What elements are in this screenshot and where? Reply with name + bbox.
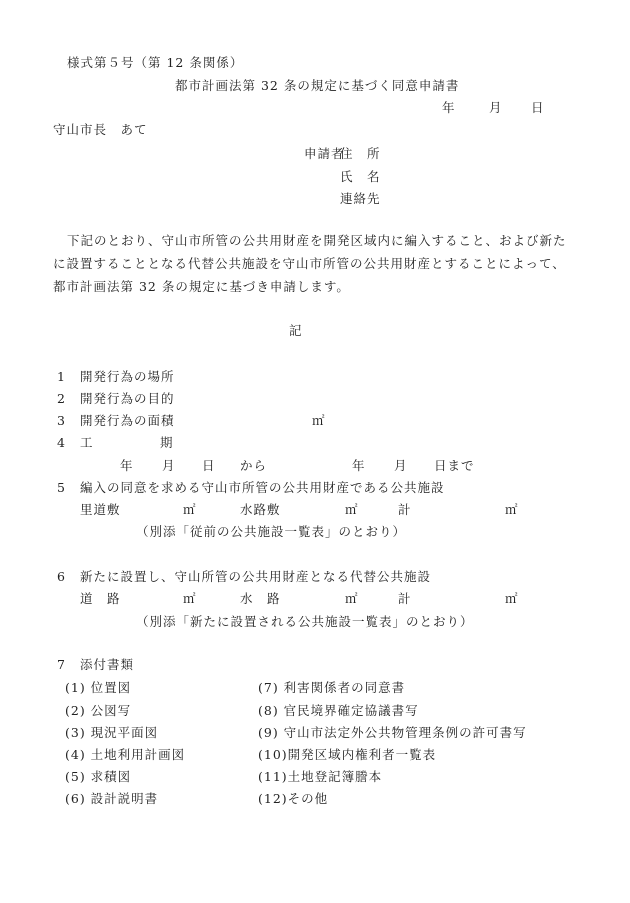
- period-until: 日まで: [434, 458, 475, 473]
- item-2-number: 2: [57, 391, 66, 406]
- item-5-total-label: 計: [398, 502, 412, 517]
- body-line-3: 都市計画法第 32 条の規定に基づき申請します。: [53, 279, 350, 294]
- item-5-road-unit: ㎡: [183, 502, 197, 517]
- item-4-label-a: 工: [80, 435, 94, 450]
- attachment-item: (10)開発区域内権利者一覧表: [258, 747, 437, 762]
- addressee: 守山市長 あて: [53, 122, 148, 137]
- attachment-item: (1) 位置図: [65, 680, 132, 695]
- item-6-total-label: 計: [398, 591, 412, 606]
- attachment-item: (5) 求積図: [65, 769, 132, 784]
- attachment-item: (8) 官民境界確定協議書写: [258, 703, 419, 718]
- period-start-month: 月: [162, 458, 176, 473]
- form-number: 様式第５号（第 12 条関係）: [67, 55, 244, 70]
- item-5-note: （別添「従前の公共施設一覧表」のとおり）: [136, 524, 407, 539]
- applicant-contact-label: 連絡先: [340, 191, 381, 206]
- period-from: から: [240, 458, 268, 473]
- period-start-day: 日: [202, 458, 216, 473]
- attachment-item: (12)その他: [258, 791, 329, 806]
- attachment-item: (11)土地登記簿謄本: [258, 769, 383, 784]
- date-month: 月: [489, 100, 503, 115]
- item-6-note: （別添「新たに設置される公共施設一覧表」のとおり）: [136, 614, 474, 629]
- item-6-water-unit: ㎡: [345, 591, 359, 606]
- item-1-label: 開発行為の場所: [80, 369, 175, 384]
- item-7-number: 7: [57, 657, 66, 672]
- item-5-total-unit: ㎡: [505, 502, 519, 517]
- date-year: 年: [442, 100, 456, 115]
- period-start-year: 年: [120, 458, 134, 473]
- item-6-road-label: 道 路: [80, 591, 121, 606]
- item-4-number: 4: [57, 435, 66, 450]
- attachment-item: (7) 利害関係者の同意書: [258, 680, 406, 695]
- applicant-address-label: 住 所: [340, 146, 381, 161]
- item-6-number: 6: [57, 569, 66, 584]
- body-line-1: 下記のとおり、守山市所管の公共用財産を開発区域内に編入すること、および新た: [67, 233, 567, 248]
- item-5-label: 編入の同意を求める守山市所管の公共用財産である公共施設: [80, 480, 445, 495]
- document-title: 都市計画法第 32 条の規定に基づく同意申請書: [175, 78, 460, 93]
- item-6-road-unit: ㎡: [183, 591, 197, 606]
- attachment-item: (3) 現況平面図: [65, 725, 159, 740]
- item-5-road-label: 里道敷: [80, 502, 121, 517]
- attachment-item: (6) 設計説明書: [65, 791, 159, 806]
- item-5-water-label: 水路敷: [240, 502, 281, 517]
- period-end-year: 年: [352, 458, 366, 473]
- body-line-2: に設置することとなる代替公共施設を守山市所管の公共用財産とすることによって、: [53, 256, 566, 271]
- item-2-label: 開発行為の目的: [80, 391, 175, 406]
- ki-heading: 記: [289, 323, 303, 338]
- applicant-label: 申請者: [304, 146, 345, 161]
- item-3-label: 開発行為の面積: [80, 413, 175, 428]
- applicant-name-label: 氏 名: [340, 169, 381, 184]
- item-6-total-unit: ㎡: [505, 591, 519, 606]
- item-1-number: 1: [57, 369, 66, 384]
- attachment-item: (4) 土地利用計画図: [65, 747, 186, 762]
- item-5-water-unit: ㎡: [345, 502, 359, 517]
- attachment-item: (9) 守山市法定外公共物管理条例の許可書写: [258, 725, 527, 740]
- item-3-unit: ㎡: [312, 413, 326, 428]
- item-6-label: 新たに設置し、守山所管の公共用財産となる代替公共施設: [80, 569, 432, 584]
- period-end-month: 月: [394, 458, 408, 473]
- item-3-number: 3: [57, 413, 66, 428]
- item-4-label-b: 期: [160, 435, 174, 450]
- item-7-label: 添付書類: [80, 657, 135, 672]
- date-day: 日: [531, 100, 545, 115]
- item-6-water-label: 水 路: [240, 591, 281, 606]
- attachment-item: (2) 公図写: [65, 703, 132, 718]
- item-5-number: 5: [57, 480, 66, 495]
